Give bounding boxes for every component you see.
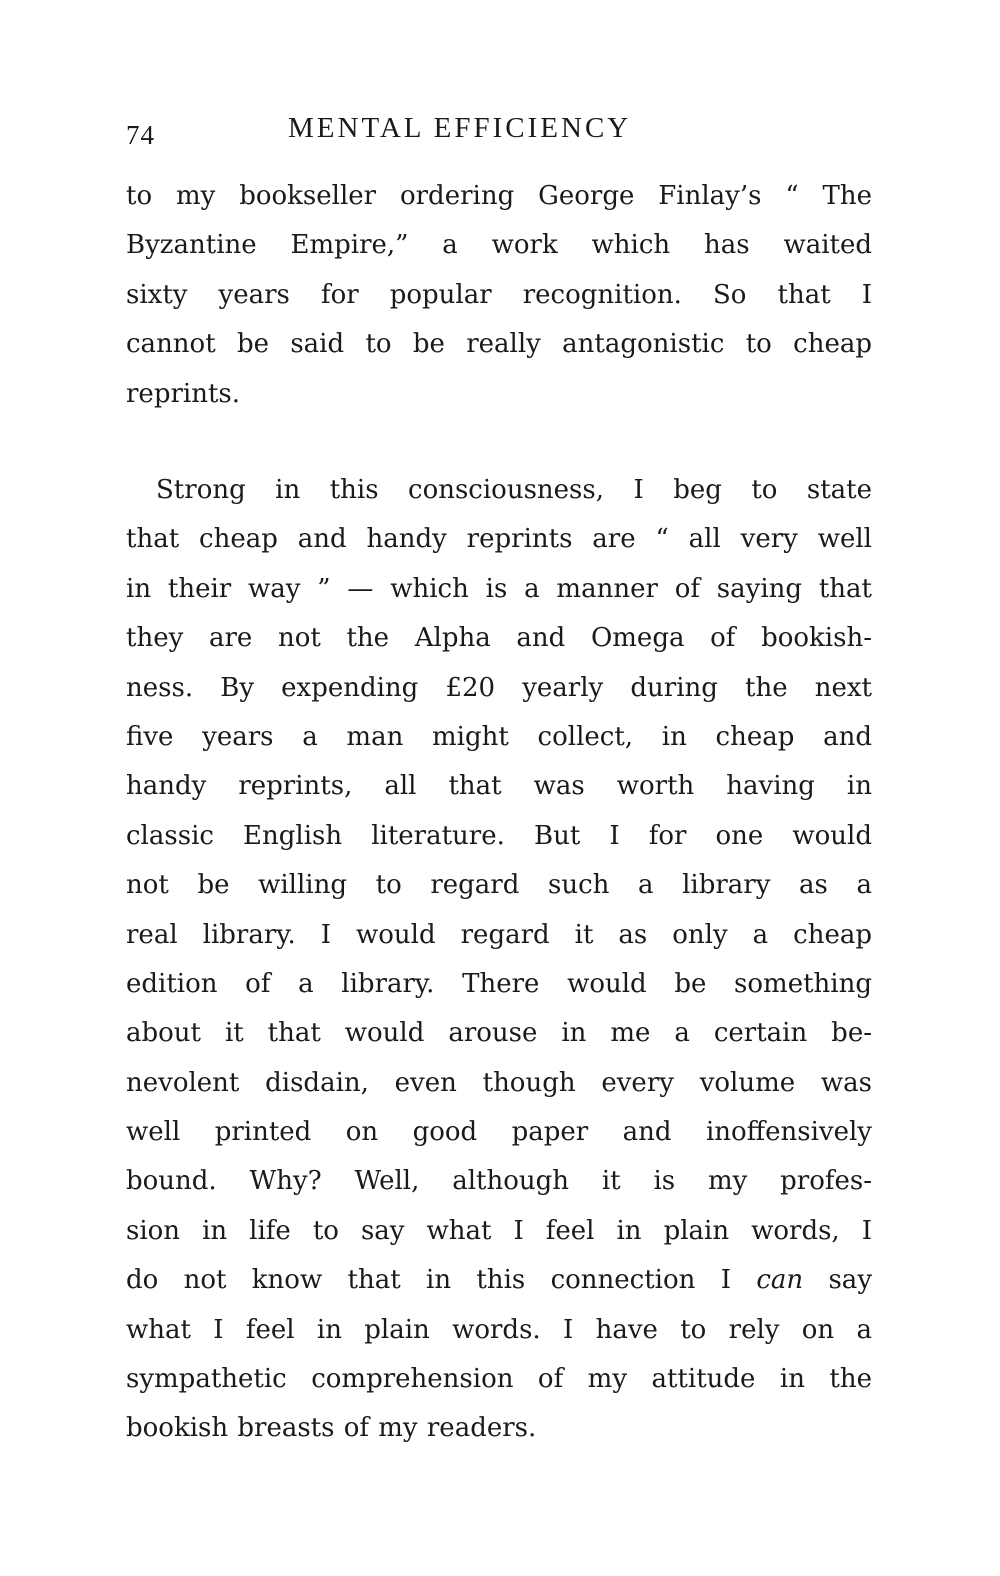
text-line: they are not the Alpha and Omega of bookish- xyxy=(126,623,872,654)
text-line: cannot be said to be really antagonistic to cheap xyxy=(126,329,872,360)
emphasis-word: can xyxy=(756,1265,804,1296)
page-number: 74 xyxy=(126,120,155,150)
text-line: to my bookseller ordering George Finlay’s “ The xyxy=(126,181,872,211)
text-line: sion in life to say what I feel in plain words, I xyxy=(126,1215,872,1246)
text-line: bookish breasts of my readers. xyxy=(126,1413,537,1444)
text-line: reprints. xyxy=(126,378,241,409)
text-line: five years a man might collect, in cheap and xyxy=(126,721,872,752)
running-head: MENTAL EFFICIENCY xyxy=(288,112,632,144)
text-line: that cheap and handy reprints are “ all very well xyxy=(126,524,872,555)
page-header xyxy=(126,112,874,156)
paragraph-1 xyxy=(126,172,872,419)
text-line: sixty years for popular recognition. So that I xyxy=(126,279,872,310)
paragraph-2 xyxy=(126,466,872,1454)
text-line: bound. Why? Well, although it is my profes- xyxy=(126,1166,872,1197)
text-line: nevolent disdain, even though every volume was xyxy=(126,1067,872,1098)
text-run: say xyxy=(803,1265,873,1296)
text-line: edition of a library. There would be something xyxy=(126,968,872,999)
text-line: real library. I would regard it as only a cheap xyxy=(126,919,872,950)
text-run: do not know that in this connection I xyxy=(126,1265,757,1296)
text-line: well printed on good paper and inoffensively xyxy=(126,1117,872,1148)
text-line: Strong in this consciousness, I beg to state xyxy=(156,475,872,505)
text-line: about it that would arouse in me a certain be- xyxy=(126,1018,872,1049)
text-line: ness. By expending £20 yearly during the next xyxy=(126,672,872,703)
text-line: in their way ” — which is a manner of saying that xyxy=(126,573,872,604)
text-line: handy reprints, all that was worth having in xyxy=(126,771,872,802)
text-line: sympathetic comprehension of my attitude in the xyxy=(126,1364,872,1395)
text-line: Byzantine Empire,” a work which has waited xyxy=(126,230,872,261)
text-line-with-emphasis xyxy=(126,1256,872,1305)
text-line: classic English literature. But I for one would xyxy=(126,820,872,851)
text-line: what I feel in plain words. I have to rely on a xyxy=(126,1314,872,1345)
text-line: not be willing to regard such a library as a xyxy=(126,870,872,901)
